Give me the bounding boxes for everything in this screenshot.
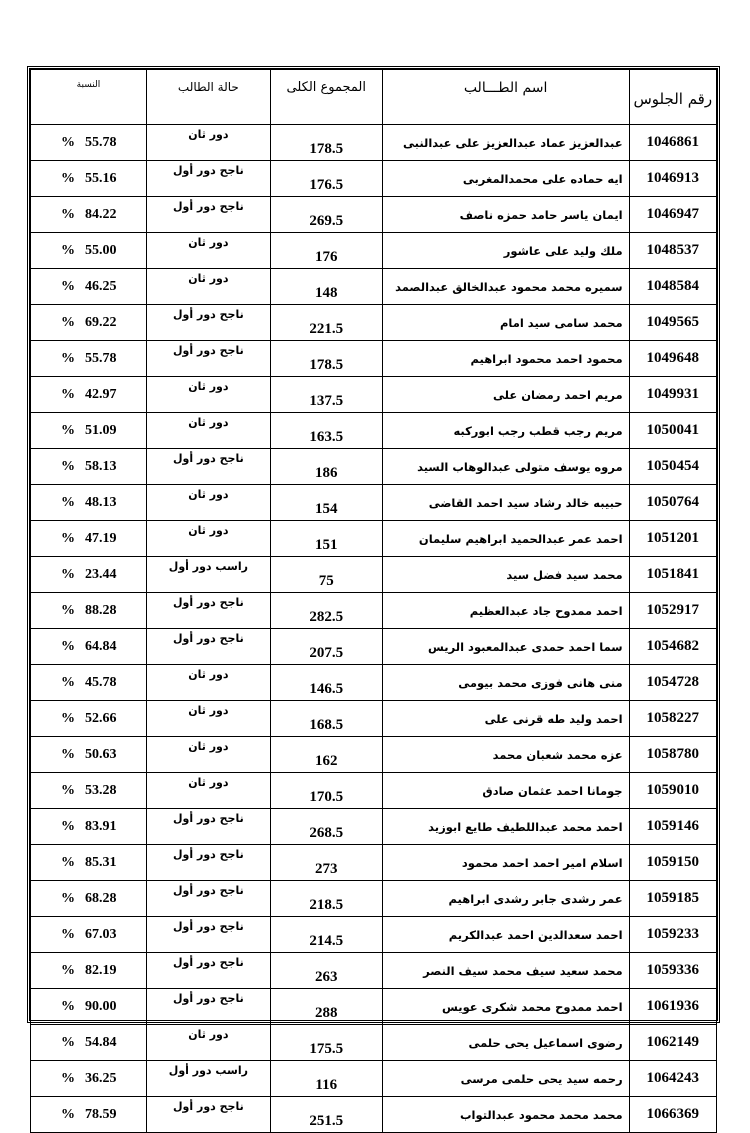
student-status: ناجح دور أول	[146, 845, 270, 881]
percent-value: 90.00	[85, 998, 117, 1014]
total-score: 207.5	[270, 629, 382, 665]
total-score: 268.5	[270, 809, 382, 845]
table-row	[31, 1097, 717, 1133]
header-total: المجموع الكلى	[270, 70, 382, 125]
percent-value: 53.28	[85, 782, 117, 798]
table-row	[31, 701, 717, 737]
total-score: 186	[270, 449, 382, 485]
student-name: ملك وليد على عاشور	[382, 233, 629, 269]
percentage	[31, 1025, 147, 1061]
student-status: راسب دور أول	[146, 1061, 270, 1097]
table-row	[31, 197, 717, 233]
table-row	[31, 953, 717, 989]
student-status: ناجح دور أول	[146, 197, 270, 233]
percentage	[31, 953, 147, 989]
total-score: 288	[270, 989, 382, 1025]
seat-number: 1051841	[629, 557, 716, 593]
table-body	[31, 125, 717, 1133]
student-name: احمد وليد طه قرنى على	[382, 701, 629, 737]
header-percent: النسبة	[31, 70, 147, 125]
seat-number: 1061936	[629, 989, 716, 1025]
total-score: 218.5	[270, 881, 382, 917]
percent-sign: %	[61, 350, 75, 366]
percent-sign: %	[61, 386, 75, 402]
total-score: 162	[270, 737, 382, 773]
seat-number: 1050764	[629, 485, 716, 521]
table-row	[31, 917, 717, 953]
percentage	[31, 521, 147, 557]
percent-sign: %	[61, 494, 75, 510]
student-status: دور ثان	[146, 1025, 270, 1061]
percentage	[31, 449, 147, 485]
total-score: 146.5	[270, 665, 382, 701]
total-score: 163.5	[270, 413, 382, 449]
percent-value: 58.13	[85, 458, 117, 474]
student-name: محمود احمد محمود ابراهيم	[382, 341, 629, 377]
percentage	[31, 881, 147, 917]
percent-value: 84.22	[85, 206, 117, 222]
seat-number: 1046947	[629, 197, 716, 233]
percentage	[31, 629, 147, 665]
student-name: مروه يوسف متولى عبدالوهاب السيد	[382, 449, 629, 485]
table-row	[31, 845, 717, 881]
table-row	[31, 305, 717, 341]
percent-value: 88.28	[85, 602, 117, 618]
student-status: ناجح دور أول	[146, 341, 270, 377]
student-status: دور ثان	[146, 377, 270, 413]
percent-value: 82.19	[85, 962, 117, 978]
percentage	[31, 341, 147, 377]
seat-number: 1059233	[629, 917, 716, 953]
percent-value: 83.91	[85, 818, 117, 834]
seat-number: 1048584	[629, 269, 716, 305]
percent-sign: %	[61, 818, 75, 834]
table-row	[31, 773, 717, 809]
percent-value: 50.63	[85, 746, 117, 762]
student-name: محمد محمد محمود عبدالتواب	[382, 1097, 629, 1133]
seat-number: 1062149	[629, 1025, 716, 1061]
table-row	[31, 485, 717, 521]
seat-number: 1051201	[629, 521, 716, 557]
student-status: ناجح دور أول	[146, 449, 270, 485]
seat-number: 1059010	[629, 773, 716, 809]
student-name: مريم رجب قطب رجب ابوركبه	[382, 413, 629, 449]
percent-sign: %	[61, 242, 75, 258]
percentage	[31, 305, 147, 341]
percentage	[31, 269, 147, 305]
student-status: ناجح دور أول	[146, 629, 270, 665]
student-status: ناجح دور أول	[146, 917, 270, 953]
seat-number: 1052917	[629, 593, 716, 629]
percent-value: 55.00	[85, 242, 117, 258]
student-status: ناجح دور أول	[146, 593, 270, 629]
table-row	[31, 413, 717, 449]
total-score: 175.5	[270, 1025, 382, 1061]
total-score: 176	[270, 233, 382, 269]
percent-value: 67.03	[85, 926, 117, 942]
percent-sign: %	[61, 638, 75, 654]
table-row	[31, 449, 717, 485]
total-score: 154	[270, 485, 382, 521]
percent-sign: %	[61, 962, 75, 978]
seat-number: 1059185	[629, 881, 716, 917]
total-score: 176.5	[270, 161, 382, 197]
student-status: دور ثان	[146, 737, 270, 773]
table-header-row	[31, 70, 717, 125]
table-row	[31, 1061, 717, 1097]
student-name: احمد عمر عبدالحميد ابراهيم سليمان	[382, 521, 629, 557]
student-name: سما احمد حمدى عبدالمعبود الريس	[382, 629, 629, 665]
total-score: 148	[270, 269, 382, 305]
percent-value: 69.22	[85, 314, 117, 330]
percent-sign: %	[61, 890, 75, 906]
student-status: دور ثان	[146, 125, 270, 161]
percentage	[31, 917, 147, 953]
student-name: ايمان ياسر حامد حمزه ناصف	[382, 197, 629, 233]
student-name: حبيبه خالد رشاد سيد احمد القاضى	[382, 485, 629, 521]
student-status: ناجح دور أول	[146, 809, 270, 845]
seat-number: 1059336	[629, 953, 716, 989]
percent-value: 47.19	[85, 530, 117, 546]
total-score: 269.5	[270, 197, 382, 233]
percent-value: 45.78	[85, 674, 117, 690]
student-status: ناجح دور أول	[146, 1097, 270, 1133]
seat-number: 1049565	[629, 305, 716, 341]
seat-number: 1048537	[629, 233, 716, 269]
total-score: 221.5	[270, 305, 382, 341]
table-row	[31, 233, 717, 269]
student-status: ناجح دور أول	[146, 989, 270, 1025]
student-status: دور ثان	[146, 521, 270, 557]
percent-sign: %	[61, 278, 75, 294]
percentage	[31, 737, 147, 773]
percentage	[31, 485, 147, 521]
student-status: دور ثان	[146, 269, 270, 305]
table-row	[31, 557, 717, 593]
student-name: عبدالعزيز عماد عبدالعزيز على عبدالنبى	[382, 125, 629, 161]
total-score: 178.5	[270, 341, 382, 377]
header-status: حالة الطالب	[146, 70, 270, 125]
table-row	[31, 269, 717, 305]
seat-number: 1046913	[629, 161, 716, 197]
student-status: دور ثان	[146, 485, 270, 521]
total-score: 263	[270, 953, 382, 989]
percent-sign: %	[61, 1106, 75, 1122]
student-name: اسلام امير احمد احمد محمود	[382, 845, 629, 881]
table-row	[31, 809, 717, 845]
seat-number: 1059146	[629, 809, 716, 845]
student-status: راسب دور أول	[146, 557, 270, 593]
table-row	[31, 593, 717, 629]
total-score: 137.5	[270, 377, 382, 413]
percent-value: 55.16	[85, 170, 117, 186]
student-status: ناجح دور أول	[146, 953, 270, 989]
percent-value: 48.13	[85, 494, 117, 510]
total-score: 282.5	[270, 593, 382, 629]
seat-number: 1059150	[629, 845, 716, 881]
seat-number: 1049931	[629, 377, 716, 413]
student-status: ناجح دور أول	[146, 881, 270, 917]
total-score: 116	[270, 1061, 382, 1097]
percent-sign: %	[61, 602, 75, 618]
percentage	[31, 557, 147, 593]
percent-value: 64.84	[85, 638, 117, 654]
student-name: احمد سعدالدين احمد عبدالكريم	[382, 917, 629, 953]
student-status: ناجح دور أول	[146, 305, 270, 341]
percentage	[31, 845, 147, 881]
table-row	[31, 161, 717, 197]
percent-value: 42.97	[85, 386, 117, 402]
student-name: رحمه سيد يحى حلمى مرسى	[382, 1061, 629, 1097]
table-row	[31, 341, 717, 377]
student-name: عزه محمد شعبان محمد	[382, 737, 629, 773]
seat-number: 1054728	[629, 665, 716, 701]
percent-sign: %	[61, 566, 75, 582]
percentage	[31, 1097, 147, 1133]
percentage	[31, 161, 147, 197]
student-name: رضوى اسماعيل يحى حلمى	[382, 1025, 629, 1061]
percent-sign: %	[61, 674, 75, 690]
total-score: 170.5	[270, 773, 382, 809]
percentage	[31, 125, 147, 161]
table-row	[31, 881, 717, 917]
percentage	[31, 665, 147, 701]
total-score: 178.5	[270, 125, 382, 161]
percent-sign: %	[61, 710, 75, 726]
percent-sign: %	[61, 1034, 75, 1050]
percent-sign: %	[61, 134, 75, 150]
percent-sign: %	[61, 746, 75, 762]
seat-number: 1058780	[629, 737, 716, 773]
results-table	[30, 69, 717, 1133]
percent-value: 85.31	[85, 854, 117, 870]
student-status: دور ثان	[146, 701, 270, 737]
total-score: 75	[270, 557, 382, 593]
percent-value: 55.78	[85, 134, 117, 150]
total-score: 273	[270, 845, 382, 881]
percentage	[31, 701, 147, 737]
student-name: عمر رشدى جابر رشدى ابراهيم	[382, 881, 629, 917]
percent-value: 23.44	[85, 566, 117, 582]
student-status: دور ثان	[146, 773, 270, 809]
seat-number: 1066369	[629, 1097, 716, 1133]
percentage	[31, 233, 147, 269]
percentage	[31, 593, 147, 629]
student-name: احمد محمد عبداللطيف طايع ابوزيد	[382, 809, 629, 845]
table-row	[31, 1025, 717, 1061]
table-row	[31, 665, 717, 701]
percent-value: 55.78	[85, 350, 117, 366]
percent-sign: %	[61, 926, 75, 942]
seat-number: 1064243	[629, 1061, 716, 1097]
student-name: منى هانى فوزى محمد بيومى	[382, 665, 629, 701]
percent-value: 46.25	[85, 278, 117, 294]
percent-value: 78.59	[85, 1106, 117, 1122]
total-score: 168.5	[270, 701, 382, 737]
percent-value: 52.66	[85, 710, 117, 726]
header-name: اسم الطـــالب	[382, 70, 629, 125]
percent-sign: %	[61, 422, 75, 438]
table-row	[31, 629, 717, 665]
percentage	[31, 773, 147, 809]
percentage	[31, 377, 147, 413]
student-status: دور ثان	[146, 413, 270, 449]
percent-value: 36.25	[85, 1070, 117, 1086]
percent-sign: %	[61, 314, 75, 330]
total-score: 251.5	[270, 1097, 382, 1133]
percentage	[31, 989, 147, 1025]
percentage	[31, 413, 147, 449]
table-row	[31, 989, 717, 1025]
student-name: احمد ممدوح محمد شكرى عويس	[382, 989, 629, 1025]
student-status: دور ثان	[146, 665, 270, 701]
student-status: ناجح دور أول	[146, 161, 270, 197]
seat-number: 1058227	[629, 701, 716, 737]
student-name: ايه حماده على محمدالمغربى	[382, 161, 629, 197]
percentage	[31, 809, 147, 845]
percentage	[31, 1061, 147, 1097]
percent-value: 54.84	[85, 1034, 117, 1050]
student-name: مريم احمد رمضان على	[382, 377, 629, 413]
table-row	[31, 377, 717, 413]
student-name: محمد سامى سيد امام	[382, 305, 629, 341]
header-seat: رقم الجلوس	[629, 70, 716, 125]
percent-sign: %	[61, 458, 75, 474]
percent-value: 51.09	[85, 422, 117, 438]
student-name: احمد ممدوح جاد عبدالعظيم	[382, 593, 629, 629]
total-score: 214.5	[270, 917, 382, 953]
student-name: محمد سعيد سيف محمد سيف النصر	[382, 953, 629, 989]
percent-sign: %	[61, 170, 75, 186]
results-sheet	[27, 66, 720, 1129]
seat-number: 1049648	[629, 341, 716, 377]
student-name: سميره محمد محمود عبدالخالق عبدالصمد	[382, 269, 629, 305]
seat-number: 1050454	[629, 449, 716, 485]
student-name: محمد سيد فضل سيد	[382, 557, 629, 593]
percent-sign: %	[61, 530, 75, 546]
total-score: 151	[270, 521, 382, 557]
seat-number: 1050041	[629, 413, 716, 449]
seat-number: 1054682	[629, 629, 716, 665]
table-row	[31, 521, 717, 557]
percent-sign: %	[61, 854, 75, 870]
percent-value: 68.28	[85, 890, 117, 906]
student-status: دور ثان	[146, 233, 270, 269]
student-name: جومانا احمد عثمان صادق	[382, 773, 629, 809]
percentage	[31, 197, 147, 233]
table-row	[31, 737, 717, 773]
table-row	[31, 125, 717, 161]
percent-sign: %	[61, 206, 75, 222]
percent-sign: %	[61, 998, 75, 1014]
percent-sign: %	[61, 1070, 75, 1086]
percent-sign: %	[61, 782, 75, 798]
seat-number: 1046861	[629, 125, 716, 161]
